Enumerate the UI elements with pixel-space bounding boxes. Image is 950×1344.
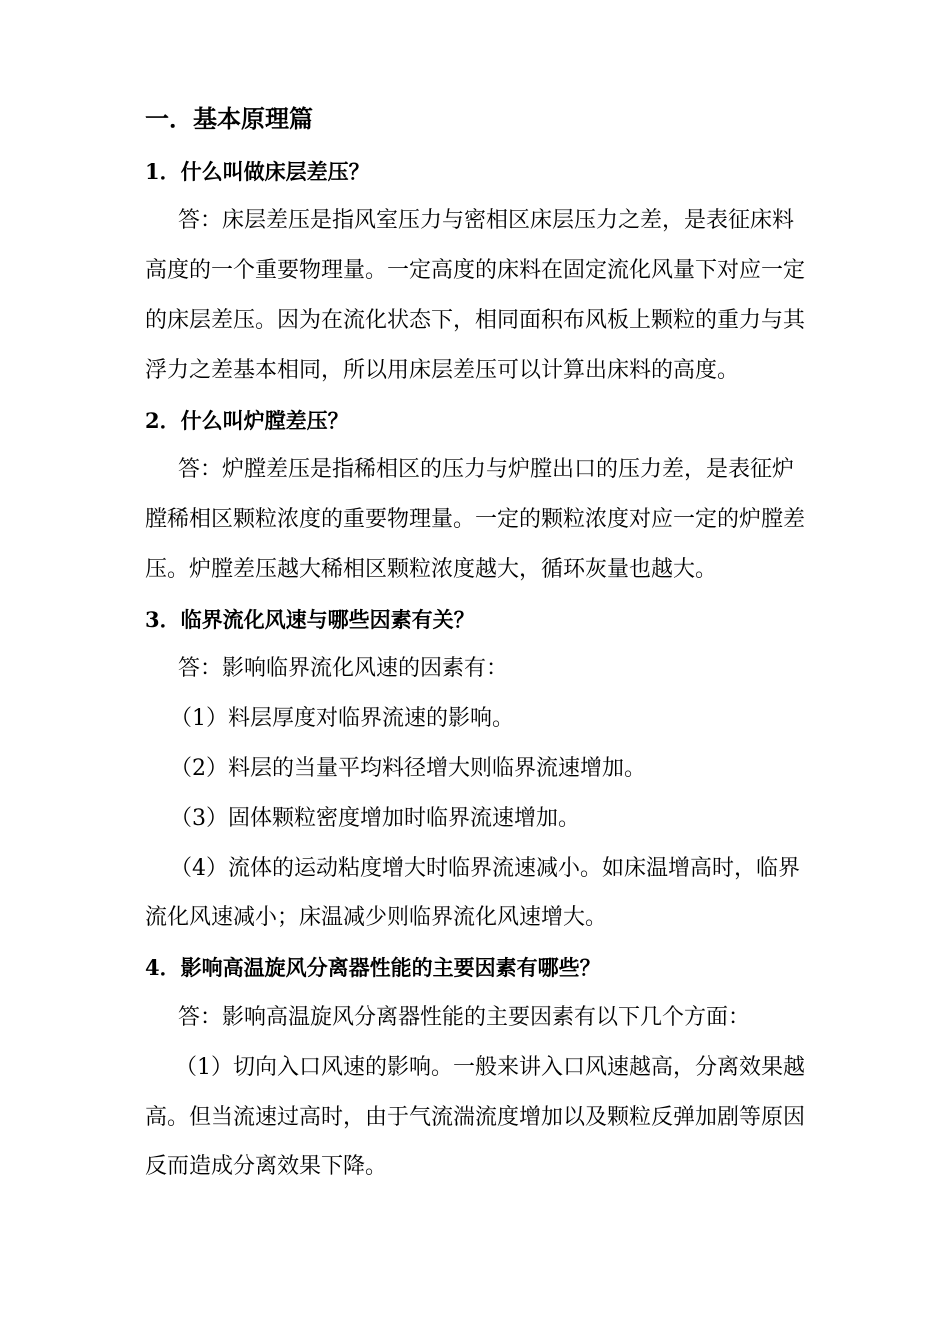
answer-3-line-1: 答：影响临界流化风速的因素有： xyxy=(178,656,509,681)
answer-3-line-4: （3）固体颗粒密度增加时临界流速增加。 xyxy=(170,806,580,831)
question-3: 3．临界流化风速与哪些因素有关？ xyxy=(145,607,475,632)
answer-4-line-1: 答：影响高温旋风分离器性能的主要因素有以下几个方面： xyxy=(178,1005,751,1030)
question-2: 2．什么叫炉膛差压？ xyxy=(145,408,349,433)
answer-2-line-3: 压。炉膛差压越大稀相区颗粒浓度越大，循环灰量也越大。 xyxy=(145,557,718,582)
answer-1-line-4: 浮力之差基本相同，所以用床层差压可以计算出床料的高度。 xyxy=(145,358,740,383)
answer-2-line-2: 膛稀相区颗粒浓度的重要物理量。一定的颗粒浓度对应一定的炉膛差 xyxy=(145,507,806,532)
answer-1-line-1: 答：床层差压是指风室压力与密相区床层压力之差，是表征床料 xyxy=(178,208,795,233)
answer-3-line-2: （1）料层厚度对临界流速的影响。 xyxy=(170,706,514,731)
answer-4-line-3: 高。但当流速过高时，由于气流湍流度增加以及颗粒反弹加剧等原因 xyxy=(145,1105,806,1130)
answer-2-line-1: 答：炉膛差压是指稀相区的压力与炉膛出口的压力差，是表征炉 xyxy=(178,457,795,482)
answer-4-line-2: （1）切向入口风速的影响。一般来讲入口风速越高，分离效果越 xyxy=(175,1055,805,1080)
answer-1-line-3: 的床层差压。因为在流化状态下，相同面积布风板上颗粒的重力与其 xyxy=(145,308,806,333)
answer-4-line-4: 反而造成分离效果下降。 xyxy=(145,1154,388,1179)
question-4: 4．影响高温旋风分离器性能的主要因素有哪些？ xyxy=(145,955,601,980)
section-title: 一．基本原理篇 xyxy=(145,104,313,133)
answer-3-line-6: 流化风速减小；床温减少则临界流化风速增大。 xyxy=(145,905,608,930)
answer-3-line-5: （4）流体的运动粘度增大时临界流速减小。如床温增高时，临界 xyxy=(170,856,800,881)
answer-3-line-3: （2）料层的当量平均料径增大则临界流速增加。 xyxy=(170,756,646,781)
answer-1-line-2: 高度的一个重要物理量。一定高度的床料在固定流化风量下对应一定 xyxy=(145,258,806,283)
question-1: 1．什么叫做床层差压？ xyxy=(145,159,370,184)
